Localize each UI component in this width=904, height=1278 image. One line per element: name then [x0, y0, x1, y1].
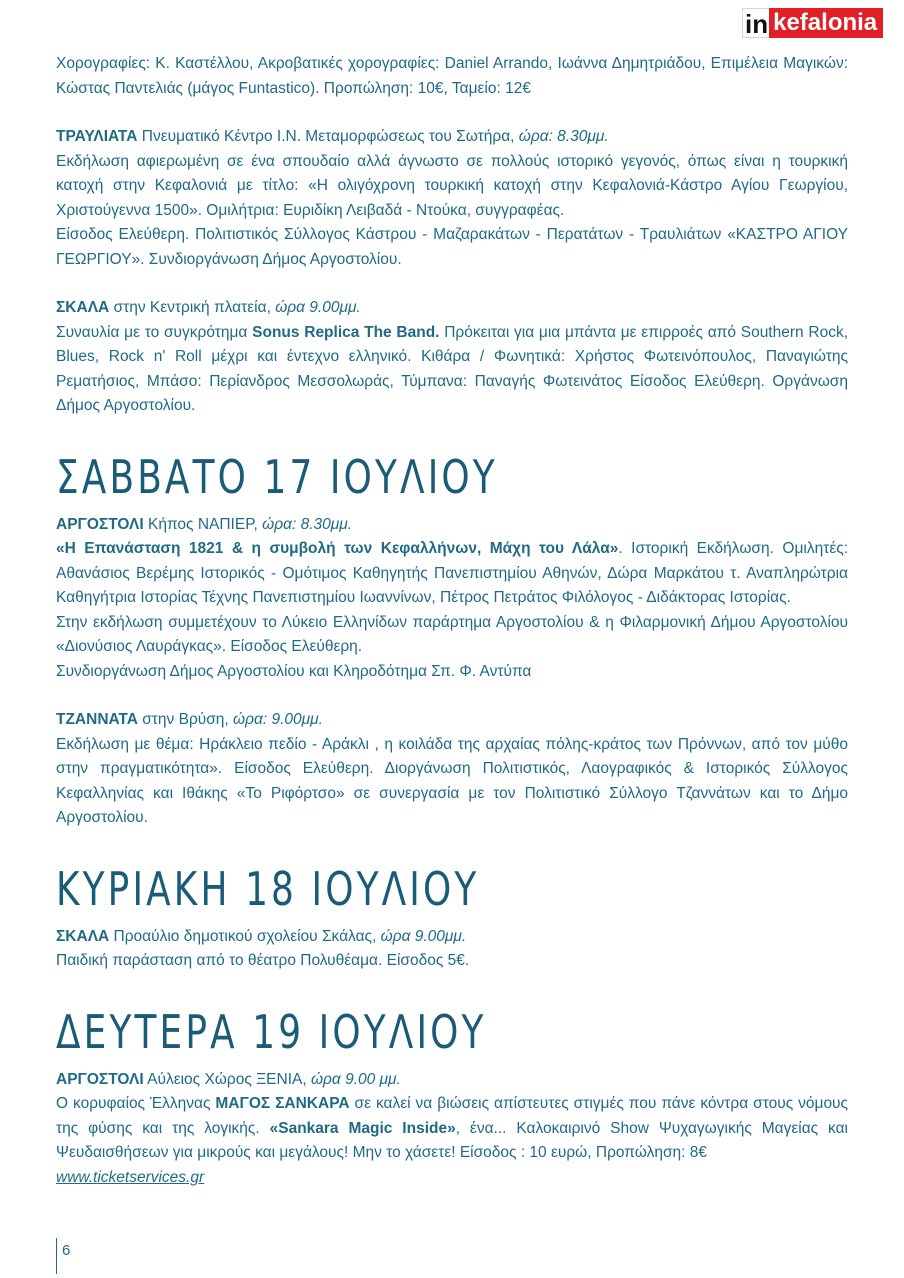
text-segment: σε καλεί να βιώσεις απίστευτες στιγμές που πάνε κόντρα στους νόμους της φύσης και της λογικής. — [56, 1095, 849, 1137]
text-segment: Συναυλία με το συγκρότημα — [56, 323, 253, 341]
text-segment: . Ιστορική Εκδήλωση. Ομιλητές: Αθανάσιος Βερέμης Ιστορικός - Ομότιμος Καθηγητής Πανεπιστημίου Αθηνών, Δώρα Μαρκάτου τ. Αναπληρώτρια Καθηγήτρια Ιστορίας Τέχνης Πανεπιστημίου Ιωαννίνων, Πέτρος Πετράτος Φιλόλογος - Διδάκτορας Ιστορίας. — [56, 540, 849, 606]
page-number: 6 — [62, 1242, 71, 1259]
day-heading-saturday: ΣΑΒΒΑΤΟ 17 ΙΟΥΛΙΟΥ — [56, 449, 498, 504]
event-venue: στην Κεντρική πλατεία, — [109, 299, 276, 316]
ticket-link[interactable]: www.ticketservices.gr — [56, 1168, 205, 1186]
text-segment: Ο κορυφαίος Έλληνας — [56, 1095, 216, 1112]
event-time: ώρα 9.00μμ. — [380, 927, 467, 945]
event-venue: στην Βρύση, — [137, 711, 234, 728]
event-time: ώρα: 8.30μμ. — [518, 128, 609, 145]
event-skala2-description: Παιδική παράσταση από το θέατρο Πολυθέαμα. Είσοδος 5€. — [56, 952, 470, 969]
ticket-link-line — [56, 1166, 848, 1191]
event-skala-description — [56, 321, 848, 419]
event-argostoli-description — [56, 537, 848, 611]
village-name: ΑΡΓΟΣΤΟΛΙ — [56, 515, 144, 533]
village-name: ΣΚΑΛΑ — [56, 927, 110, 945]
event-travliata-header — [56, 125, 848, 150]
event-argostoli2-header — [56, 1068, 848, 1093]
village-name: ΤΖΑΝΝΑΤΑ — [56, 711, 138, 728]
event-venue: Προαύλιο δημοτικού σχολείου Σκάλας, — [109, 927, 381, 945]
logo-in: in — [742, 8, 769, 38]
event-travliata-organizers: Είσοδος Ελεύθερη. Πολιτιστικός Σύλλογος Κάστρου - Μαζαρακάτων - Περατάτων - Τραυλιάτων «ΚΑΣΤΡΟ ΑΓΙΟΥ ΓΕΩΡΓΙΟΥ». Συνδιοργάνωση Δήμος Αργοστολίου. — [56, 226, 848, 268]
event-title: «Η Επανάσταση 1821 & η συμβολή των Κεφαλλήνων, Μάχη του Λάλα» — [56, 540, 619, 557]
event-skala2-header — [56, 925, 848, 950]
day-heading-monday: ΔΕΥΤΕΡΑ 19 ΙΟΥΛΙΟΥ — [56, 1004, 487, 1059]
article-body — [56, 52, 848, 1190]
event-argostoli-header — [56, 513, 848, 538]
intro-paragraph: Χορογραφίες: Κ. Καστέλλου, Ακροβατικές χορογραφίες: Daniel Arrando, Ιωάννα Δημητριάδου, Επιμέλεια Μαγικών: Κώστας Παντελιάς (μάγος Funtastico). Προπώληση: 10€, Ταμείο: 12€ — [56, 55, 848, 97]
event-venue: Κήπος ΝΑΠΙΕΡ, — [143, 515, 263, 533]
text-segment: Πρόκειται για μια μπάντα με επιρροές από Southern Rock, Blues, Rock n' Roll μέχρι και έντεχνο ελληνικό. Κιθάρα / Φωνητικά: Χρήστος Φωτεινόπουλος, Παναγιώτης Ρεματήσιος, Μπάσο: Περίανδρος Μεσσολωράς, Τύμπανα: Παναγής Φωτεινάτος Είσοδος Ελεύθερη. Οργάνωση Δήμος Αργοστολίου. — [56, 323, 849, 414]
show-title: «Sankara Magic Inside» — [269, 1119, 456, 1137]
event-time: ώρα: 8.30μμ. — [262, 515, 353, 533]
day-heading-sunday: ΚΥΡΙΑΚΗ 18 ΙΟΥΛΙΟΥ — [56, 861, 480, 916]
magician-name: ΜΑΓΟΣ ΣΑΝΚΑΡΑ — [215, 1095, 350, 1112]
event-time: ώρα 9.00 μμ. — [310, 1070, 401, 1088]
event-travliata-description: Εκδήλωση αφιερωμένη σε ένα σπουδαίο αλλά άγνωστο σε πολλούς ιστορικό γεγονός, όπως είναι η τουρκική κατοχή στην Κεφαλονιά με τίτλο: «Η ολιγόχρονη τουρκική κατοχή στην Κεφαλονιά-Κάστρο Αγίου Γεωργίου, Χριστούγεννα 1500». Ομιλήτρια: Ευριδίκη Λειβαδά - Ντούκα, συγγραφέας. — [56, 152, 848, 219]
village-name: ΑΡΓΟΣΤΟΛΙ — [56, 1070, 144, 1088]
event-argostoli-participants: Στην εκδήλωση συμμετέχουν το Λύκειο Ελληνίδων παράρτημα Αργοστολίου & η Φιλαρμονική Δήμου Αργοστολίου «Διονύσιος Λαυράγκας». Είσοδος Ελεύθερη. — [56, 613, 848, 655]
band-name: Sonus Replica The Band. — [252, 323, 440, 341]
event-time: ώρα 9.00μμ. — [275, 299, 361, 316]
text-segment: , ένα... Καλοκαιρινό Show Ψυχαγωγικής Μαγείας και Ψευδαισθήσεων για μικρούς και μεγάλους! Μην το χάσετε! Είσοδος : 10 ευρώ, Προπώληση: 8€ — [56, 1119, 849, 1161]
village-name: ΣΚΑΛΑ — [56, 299, 110, 316]
event-tzannata-description: Εκδήλωση με θέμα: Ηράκλειο πεδίο - Αράκλι , η κοιλάδα της αρχαίας πόλης-κράτος των Πρόννων, από τον μύθο στην πραγματικότητα». Είσοδος Ελεύθερη. Διοργάνωση Πολιτιστικός, Λαογραφικός & Ιστορικός Σύλλογος Κεφαλληνίας και Ιθάκης «Το Ριφόρτσο» σε συνεργασία με τον Πολιτιστικό Σύλλογο Τζαννάτων και το Δήμο Αργοστολίου. — [56, 735, 848, 826]
village-name: ΤΡΑΥΛΙΑΤΑ — [56, 128, 138, 145]
event-time: ώρα: 9.00μμ. — [233, 711, 323, 728]
event-argostoli2-description — [56, 1092, 848, 1166]
event-venue: Πνευματικό Κέντρο Ι.Ν. Μεταμορφώσεως του Σωτήρα, — [137, 128, 519, 145]
logo-kefalonia: kefalonia — [769, 8, 883, 38]
event-argostoli-organizers: Συνδιοργάνωση Δήμος Αργοστολίου και Κληροδότημα Σπ. Φ. Αντύπα — [56, 662, 532, 680]
inkefalonia-logo — [742, 8, 883, 38]
page-number-divider — [56, 1238, 57, 1274]
event-skala-header — [56, 296, 848, 321]
event-venue: Αύλειος Χώρος ΞΕΝΙΑ, — [143, 1070, 311, 1088]
event-tzannata-header — [56, 708, 848, 733]
